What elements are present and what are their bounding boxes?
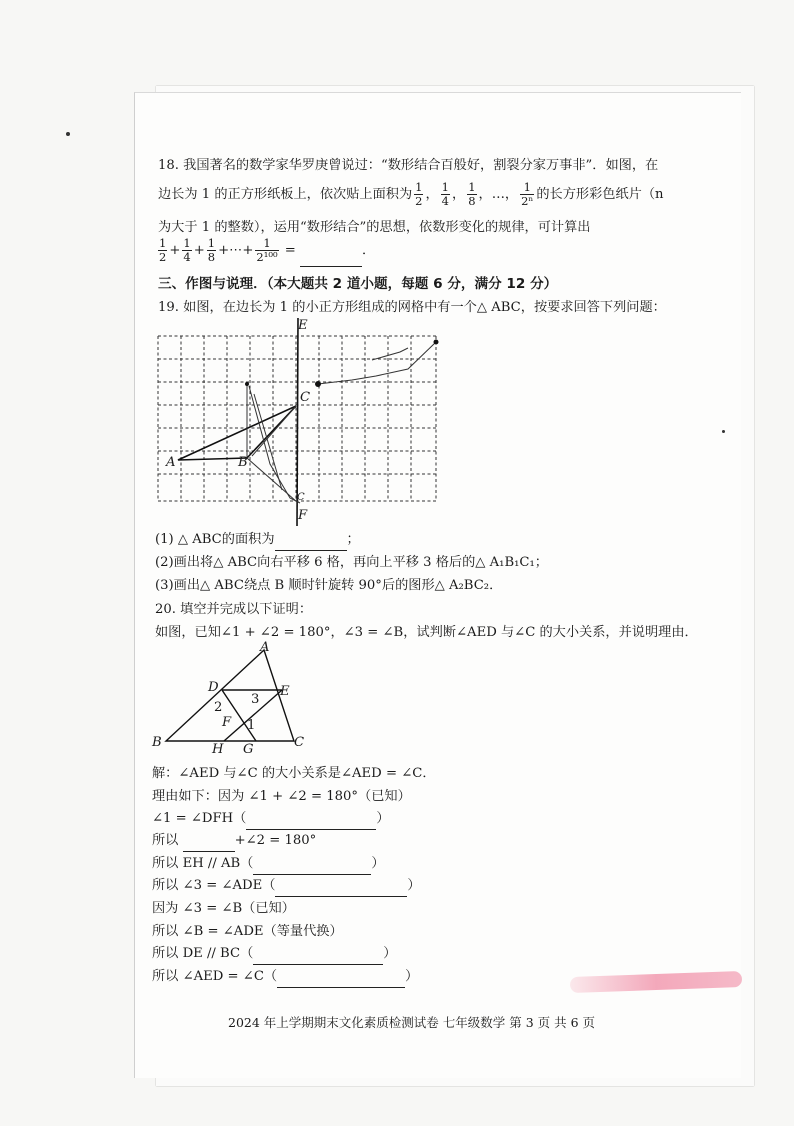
sum-term-1: $\frac{1}{2}$ bbox=[159, 236, 167, 264]
q18-line2-a: 边长为 1 的正方形纸板上，依次贴上面积为 bbox=[158, 187, 413, 202]
fig-label-F: F bbox=[222, 715, 232, 730]
fig-label-3: 3 bbox=[251, 692, 260, 707]
label-B: B bbox=[238, 455, 248, 470]
fig-label-E: E bbox=[280, 684, 290, 699]
fig-label-C: C bbox=[294, 735, 305, 750]
q18-line2-b: 的长方形彩色纸片（n bbox=[536, 187, 664, 202]
reason-blank-1[interactable] bbox=[246, 809, 376, 830]
label-E: E bbox=[298, 318, 308, 333]
label-F: F bbox=[298, 508, 308, 523]
q20-solution-8: 所以 ∠B = ∠ADE（等量代换） bbox=[152, 924, 343, 939]
fraction-1-8: $\frac{1}{8}$ bbox=[468, 180, 476, 208]
q20-stem: 20. 填空并完成以下证明： bbox=[155, 602, 313, 617]
fraction-1-2n: $\frac{1}{\text{2ⁿ}}$ bbox=[521, 180, 534, 208]
reason-blank-5[interactable] bbox=[277, 967, 405, 988]
fig-label-H: H bbox=[212, 742, 224, 757]
q20-solution-1: 解：∠AED 与∠C 的大小关系是∠AED = ∠C． bbox=[152, 766, 436, 781]
fig-label-1: 1 bbox=[247, 718, 256, 733]
label-C-rotated: C bbox=[297, 492, 305, 503]
label-C: C bbox=[300, 390, 311, 405]
q19-part3: (3)画出△ ABC绕点 B 顺时针旋转 90°后的图形△ A₂BC₂． bbox=[155, 578, 503, 593]
scan-speck-2 bbox=[722, 430, 725, 433]
sum-term-2: $\frac{1}{4}$ bbox=[183, 236, 191, 264]
q20-solution-5: 所以 EH // AB（ ） bbox=[152, 854, 385, 875]
fraction-1-2: $\frac{1}{2}$ bbox=[415, 180, 423, 208]
q20-solution-4: 所以 +∠2 = 180° bbox=[152, 831, 316, 852]
q19-area-blank[interactable] bbox=[275, 530, 347, 551]
scan-speck bbox=[66, 132, 70, 136]
q19-stem: 19. 如图，在边长为 1 的小正方形组成的网格中有一个△ ABC，按要求回答下列问题： bbox=[158, 300, 666, 315]
reason-blank-3[interactable] bbox=[275, 876, 407, 897]
q20-solution-6: 所以 ∠3 = ∠ADE（ ） bbox=[152, 876, 421, 897]
q20-solution-10: 所以 ∠AED = ∠C（ ） bbox=[152, 967, 418, 988]
fig-label-B: B bbox=[152, 735, 162, 750]
q18-answer-blank[interactable] bbox=[300, 236, 362, 267]
fig-label-G: G bbox=[243, 742, 254, 757]
q18-line2: 边长为 1 的正方形纸板上，依次贴上面积为 $\frac{1}{2}$ ， $\frac{1}{4}$ ， $\frac{1}{8}$ ，…， $\frac{1}{\text{2ⁿ}}$ 的长方形彩色纸片（n bbox=[158, 180, 664, 208]
sum-term-3: $\frac{1}{8}$ bbox=[207, 236, 216, 264]
fig-label-A: A bbox=[260, 640, 270, 655]
label-A: A bbox=[166, 455, 176, 470]
triangle-ABC bbox=[178, 406, 296, 460]
q20-solution-3: ∠1 = ∠DFH（ ） bbox=[152, 809, 390, 830]
q18-sum-expression: $\frac{1}{2}$ + $\frac{1}{4}$ + $\frac{1}{8}$ +⋯+ $\frac{1}{\text{2¹⁰⁰}}$ = ． bbox=[156, 236, 375, 267]
q19-part2: (2)画出将△ ABC向右平移 6 格，再向上平移 3 格后的△ A₁B₁C₁； bbox=[155, 555, 548, 570]
page-footer: 2024 年上学期期末文化素质检测试卷 七年级数学 第 3 页 共 6 页 bbox=[228, 1015, 596, 1030]
sum-term-last: $\frac{1}{\text{2¹⁰⁰}}$ bbox=[256, 236, 278, 264]
fig-label-2: 2 bbox=[214, 700, 223, 715]
reason-blank-2[interactable] bbox=[253, 854, 371, 875]
section-3-title: 三、作图与说理．（本大题共 2 道小题，每题 6 分，满分 12 分） bbox=[158, 276, 558, 292]
q20-solution-7: 因为 ∠3 = ∠B（已知） bbox=[152, 901, 295, 916]
q20-solution-9: 所以 DE // BC（ ） bbox=[152, 944, 396, 965]
fraction-1-4: $\frac{1}{4}$ bbox=[441, 180, 449, 208]
q18-line1: 18. 我国著名的数学家华罗庚曾说过：“数形结合百般好，割裂分家万事非”．如图，在 bbox=[158, 158, 659, 173]
reason-blank-4[interactable] bbox=[253, 944, 383, 965]
q20-solution-2: 理由如下：因为 ∠1 + ∠2 = 180°（已知） bbox=[152, 789, 411, 804]
fig-label-D: D bbox=[208, 680, 219, 695]
q18-line3: 为大于 1 的整数），运用“数形结合”的思想，依数形变化的规律，可计算出 bbox=[158, 220, 591, 235]
q19-part1: (1) △ ABC的面积为 ； bbox=[155, 530, 360, 551]
angle-blank[interactable] bbox=[183, 831, 235, 852]
q20-given: 如图，已知∠1 + ∠2 = 180°，∠3 = ∠B，试判断∠AED 与∠C 的大小关系，并说明理由． bbox=[155, 625, 698, 640]
